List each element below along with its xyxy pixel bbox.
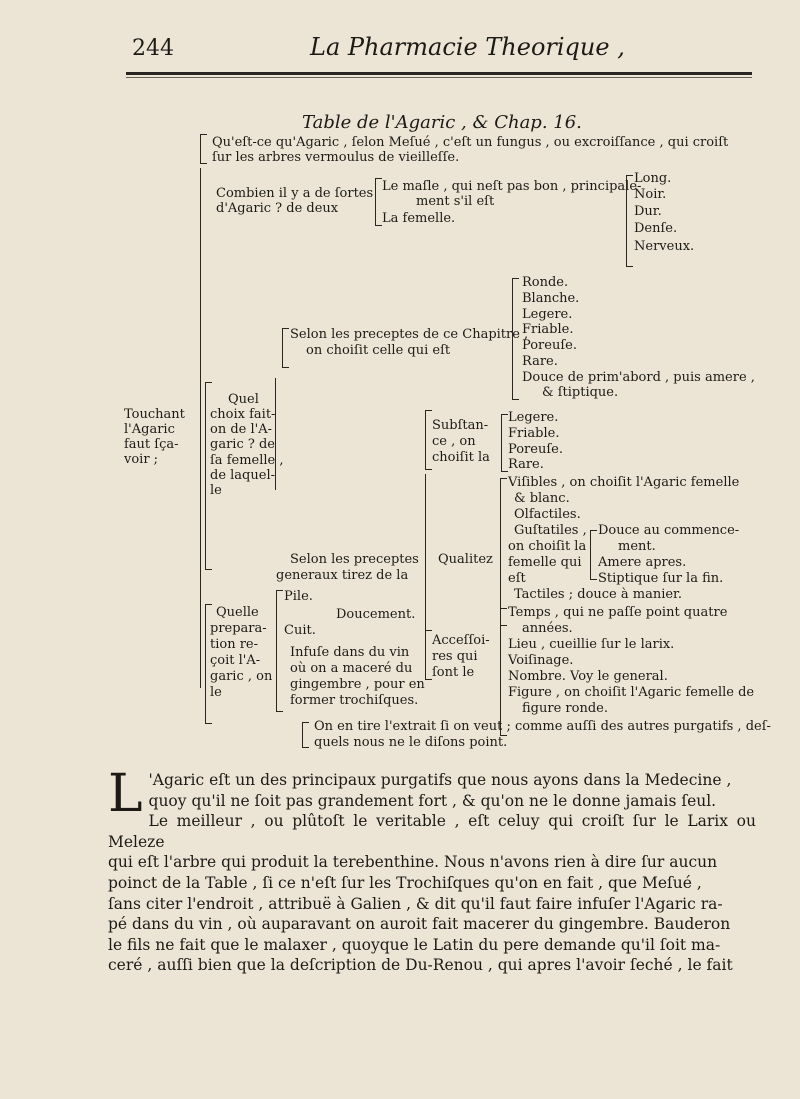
preparation-2: prepara- bbox=[210, 621, 267, 636]
body-paragraph bbox=[108, 764, 756, 976]
tactiles: Tactiles ; douce à manier. bbox=[514, 587, 682, 602]
preparation-1: Quelle bbox=[216, 605, 259, 620]
table-title: Table de l'Agaric , & Chap. 16. bbox=[302, 112, 582, 133]
male-quality-long: Long. bbox=[634, 171, 672, 186]
chapitre-quality-2: Blanche. bbox=[522, 291, 580, 306]
touchant-2: l'Agaric bbox=[124, 422, 175, 437]
accessoire-3: Lieu , cueillie ſur le larix. bbox=[508, 637, 675, 652]
quel-right-bar bbox=[275, 378, 276, 490]
body-line-1: 'Agaric eſt un des principaux purgatifs que nous ayons dans la Medecine , bbox=[148, 771, 732, 789]
infuse-4: former trochiſques. bbox=[290, 693, 419, 708]
accessoires-label-brace bbox=[425, 630, 426, 680]
running-title: La Pharmacie Theorique , bbox=[310, 33, 625, 61]
male-quality-nerveux: Nerveux. bbox=[634, 239, 695, 254]
touchant-4: voir ; bbox=[124, 452, 159, 467]
chapitre-quality-3: Legere. bbox=[522, 307, 573, 322]
body-line-6: ſans citer l'endroit , attribuë à Galien , & dit qu'il faut faire infuſer l'Agaric ra- bbox=[108, 894, 723, 913]
body-line-3: Le meilleur , ou plûtoſt le veritable , eſt celuy qui croiſt ſur le Larix ou Meleze bbox=[108, 812, 756, 851]
gustatiles-4: eſt bbox=[508, 571, 526, 586]
accessoire-5: Nombre. Voy le general. bbox=[508, 669, 668, 684]
male-qualities-brace bbox=[626, 175, 627, 267]
olfactiles: Olfactiles. bbox=[514, 507, 581, 522]
body-line-8: le fils ne fait que le malaxer , quoyque le Latin du pere demande qu'il ſoit ma- bbox=[108, 935, 721, 954]
preparation-3: tion re- bbox=[210, 637, 259, 652]
doucement-label: Doucement. bbox=[336, 607, 416, 622]
accessoires-3: ſont le bbox=[432, 665, 475, 680]
quel-brace bbox=[205, 382, 206, 570]
pile-label: Pile. bbox=[284, 589, 313, 604]
gustatiles-value-1: Douce au commence- bbox=[598, 523, 740, 538]
gustatiles-brace bbox=[590, 530, 591, 580]
touchant-3: faut ſça- bbox=[124, 437, 179, 452]
combien-question-1: Combien il y a de ſortes bbox=[216, 186, 374, 201]
preparation-brace bbox=[205, 604, 206, 724]
accessoire-6: Figure , on choiſit l'Agaric femelle de bbox=[508, 685, 755, 700]
body-line-7: pé dans du vin , où auparavant on auroit fait macerer du gingembre. Bauderon bbox=[108, 915, 731, 934]
main-outer-bar bbox=[200, 168, 201, 688]
intro-line-2: ſur les arbres vermoulus de vieilleſſe. bbox=[212, 150, 460, 165]
intro-brace bbox=[200, 134, 201, 164]
accessoires-2: res qui bbox=[432, 649, 478, 664]
chapitre-quality-4: Friable. bbox=[522, 322, 574, 337]
visibles-2: & blanc. bbox=[514, 491, 570, 506]
header-rule-thin bbox=[126, 77, 752, 78]
accessoires-1: Acceſſoi- bbox=[432, 633, 490, 648]
quel-4: garic ? de bbox=[210, 437, 275, 452]
substance-quality-1: Legere. bbox=[508, 410, 559, 425]
infuse-2: où on a maceré du bbox=[290, 661, 413, 676]
body-line-2: quoy qu'il ne ſoit pas grandement fort , & qu'on ne le donne jamais ſeul. bbox=[148, 791, 717, 810]
dropcap: L bbox=[108, 764, 143, 824]
infuse-1: Infuſe dans du vin bbox=[290, 645, 410, 660]
male-quality-dense: Denſe. bbox=[634, 221, 678, 236]
substance-quality-3: Poreuſe. bbox=[508, 442, 563, 457]
pile-cuit-brace bbox=[276, 590, 277, 712]
quel-2: choix fait- bbox=[210, 407, 276, 422]
substance-2: ce , on bbox=[432, 434, 476, 449]
selon-generaux-2: generaux tirez de la bbox=[276, 568, 409, 583]
quel-5: ſa femelle , bbox=[210, 453, 284, 468]
infuse-3: gingembre , pour en bbox=[290, 677, 425, 692]
male-line-1: Le maſle , qui neſt pas bon , principale- bbox=[382, 179, 642, 194]
extraction-1: On en tire l'extrait ſi on veut ; comme auſſi des autres purgatifs , deſ- bbox=[314, 719, 771, 734]
substance-3: choiſit la bbox=[432, 450, 490, 465]
quel-3: on de l'A- bbox=[210, 422, 272, 437]
selon-generaux-1: Selon les preceptes bbox=[290, 552, 419, 567]
substance-quality-2: Friable. bbox=[508, 426, 560, 441]
visibles-1: Viſibles , on choiſit l'Agaric femelle bbox=[508, 475, 740, 490]
gustatiles-value-2: ment. bbox=[618, 539, 656, 554]
chapitre-brace bbox=[282, 328, 283, 368]
male-line-2: ment s'il eſt bbox=[416, 194, 495, 209]
chapitre-quality-8: & ſtiptique. bbox=[542, 385, 619, 400]
accessoires-brace bbox=[500, 608, 501, 736]
male-quality-noir: Noir. bbox=[634, 187, 667, 202]
substance-qualities-brace bbox=[501, 414, 502, 472]
body-line-9: ceré , auſſi bien que la deſcription de Du-Renou , qui apres l'avoir ſeché , le fait bbox=[108, 956, 733, 975]
substance-quality-4: Rare. bbox=[508, 457, 544, 472]
male-quality-dur: Dur. bbox=[634, 204, 662, 219]
body-line-4: qui eſt l'arbre qui produit la terebenthine. Nous n'avons rien à dire ſur aucun bbox=[108, 853, 718, 872]
substance-brace bbox=[425, 410, 426, 470]
preparation-5: garic , on bbox=[210, 669, 273, 684]
page-number: 244 bbox=[132, 36, 174, 61]
chapitre-quality-5: Poreuſe. bbox=[522, 338, 577, 353]
body-line-5: poinct de la Table , ſi ce n'eſt ſur les Trochiſques qu'on en fait , que Meſué , bbox=[108, 873, 702, 892]
accessoire-7: figure ronde. bbox=[522, 701, 608, 716]
chapitre-qualities-brace bbox=[512, 278, 513, 400]
qualitez-brace bbox=[500, 478, 501, 626]
gustatiles-3: femelle qui bbox=[508, 555, 582, 570]
quel-1: Quel bbox=[228, 392, 259, 407]
accessoire-4: Voiſinage. bbox=[508, 653, 574, 668]
quel-7: le bbox=[210, 483, 222, 498]
touchant-1: Touchant bbox=[124, 407, 185, 422]
selon-chapitre-2: on choiſit celle qui eſt bbox=[306, 343, 451, 358]
chapitre-quality-7: Douce de prim'abord , puis amere , bbox=[522, 370, 755, 385]
quel-6: de laquel- bbox=[210, 468, 275, 483]
combien-question-2: d'Agaric ? de deux bbox=[216, 201, 339, 216]
accessoire-1: Temps , qui ne paſſe point quatre bbox=[508, 605, 728, 620]
gustatiles-value-4: Stiptique ſur la fin. bbox=[598, 571, 724, 586]
extraction-brace bbox=[302, 722, 303, 748]
substance-1: Subſtan- bbox=[432, 418, 489, 433]
extraction-2: quels nous ne le diſons point. bbox=[314, 735, 508, 750]
generaux-bar bbox=[425, 474, 426, 640]
gustatiles-value-3: Amere apres. bbox=[598, 555, 687, 570]
qualitez-label: Qualitez bbox=[438, 552, 493, 567]
accessoire-2: années. bbox=[522, 621, 573, 636]
preparation-4: çoit l'A- bbox=[210, 653, 261, 668]
header-rule bbox=[126, 72, 752, 75]
combien-brace bbox=[375, 178, 376, 226]
gustatiles-1: Guſtatiles , bbox=[514, 523, 587, 538]
cuit-label: Cuit. bbox=[284, 623, 316, 638]
chapitre-quality-1: Ronde. bbox=[522, 275, 569, 290]
gustatiles-2: on choiſit la bbox=[508, 539, 587, 554]
chapitre-quality-6: Rare. bbox=[522, 354, 558, 369]
female-label: La femelle. bbox=[382, 211, 456, 226]
selon-chapitre-1: Selon les preceptes de ce Chapitre , bbox=[290, 327, 529, 342]
preparation-6: le bbox=[210, 685, 222, 700]
intro-line-1: Qu'eſt-ce qu'Agaric , ſelon Meſué , c'eſt un fungus , ou excroiſſance , qui croiſt bbox=[212, 135, 729, 150]
